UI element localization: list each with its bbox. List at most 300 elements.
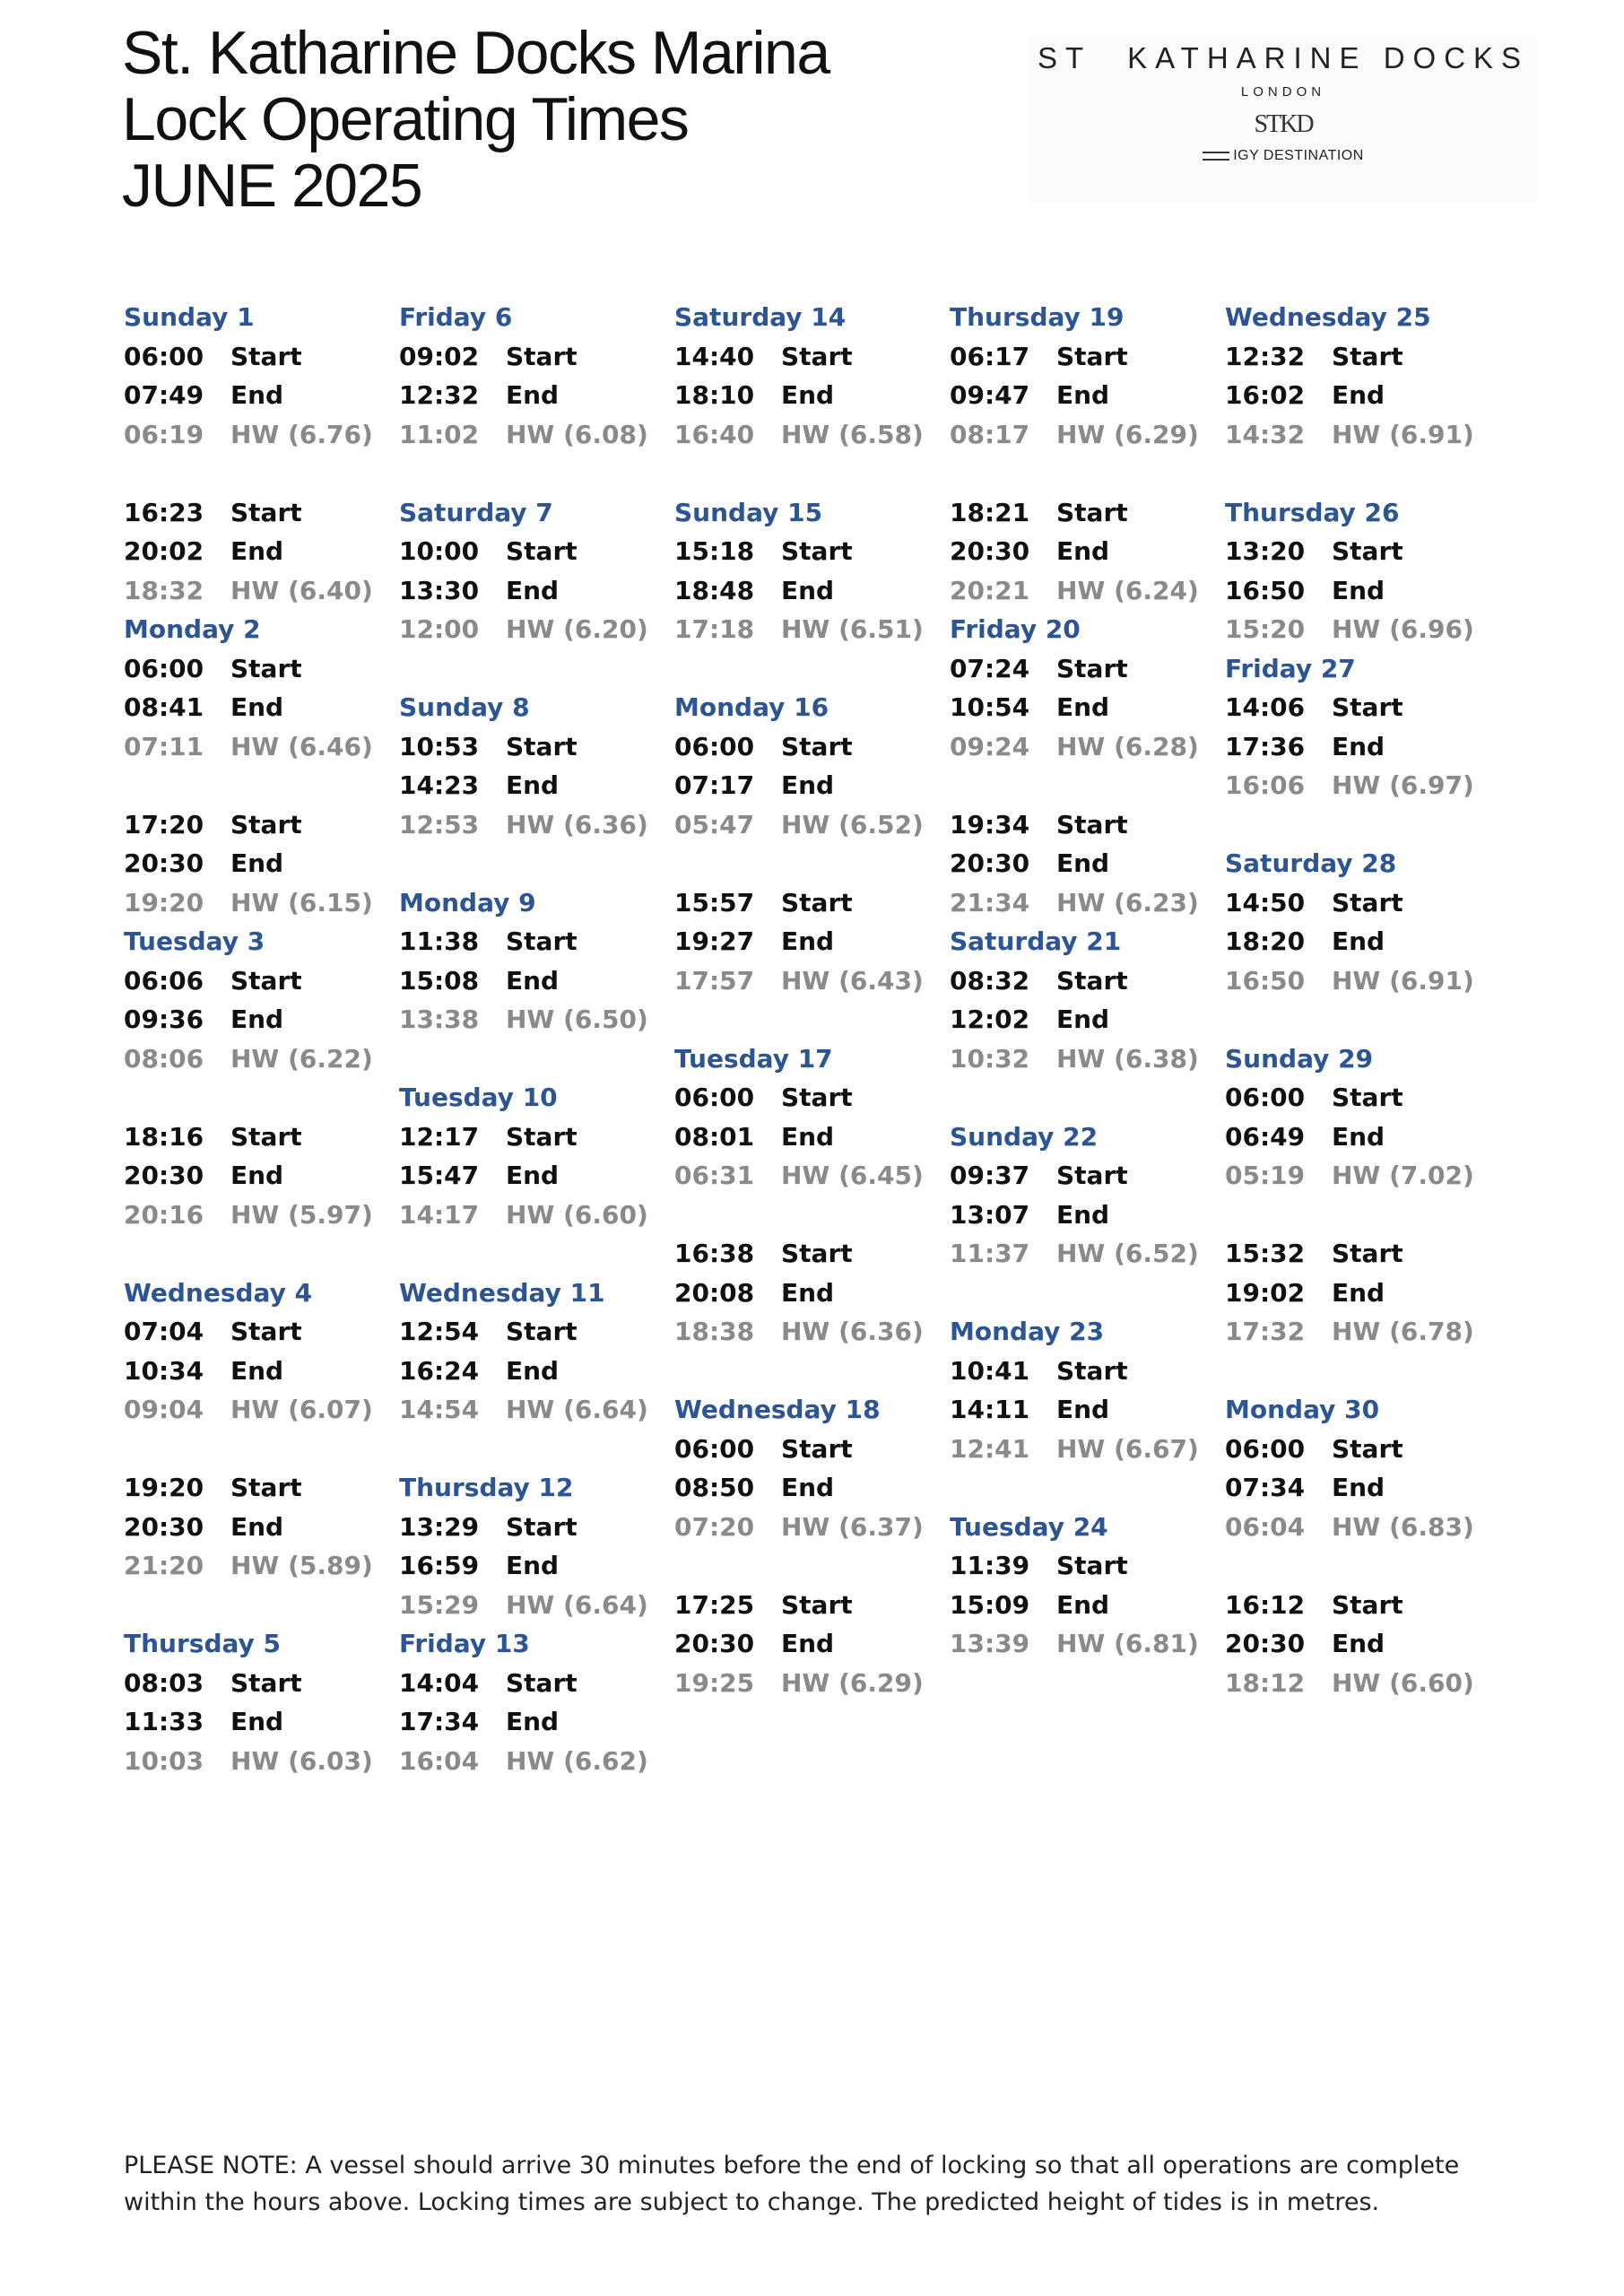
lock-event-label: End [230, 536, 284, 566]
lock-time-row [124, 376, 393, 415]
lock-event-label: End [1056, 1395, 1110, 1424]
lock-time: 10:41 [950, 1355, 1030, 1386]
lock-time-row [124, 844, 393, 883]
lock-event-label: End [1056, 1004, 1110, 1034]
high-water-row [950, 571, 1219, 611]
high-water-time: 05:19 [1225, 1161, 1306, 1190]
st-katharine-docks-logo [1029, 36, 1537, 203]
lock-time: 14:04 [399, 1667, 480, 1698]
spacer [124, 1234, 393, 1274]
high-water-label: HW (6.28) [1056, 731, 1199, 761]
lock-event-label: Start [506, 1667, 578, 1698]
lock-time-row [399, 1118, 668, 1157]
lock-event-label: Start [1056, 497, 1128, 527]
title-line-2: Lock Operating Times [122, 85, 689, 153]
lock-time-row [950, 844, 1219, 883]
lock-time: 07:24 [950, 653, 1030, 683]
lock-event-label: End [781, 1629, 835, 1658]
spacer [950, 1468, 1219, 1508]
lock-time-row [674, 1468, 943, 1508]
lock-time: 17:25 [674, 1589, 755, 1620]
high-water-time: 17:32 [1225, 1317, 1306, 1346]
high-water-label: HW (6.91) [1332, 965, 1474, 996]
lock-time-row [1225, 727, 1494, 767]
schedule-column-5 [1225, 298, 1494, 1702]
lock-event-label: End [1332, 575, 1385, 605]
title-line-1: St. Katharine Docks Marina [122, 19, 829, 87]
lock-event-label: Start [781, 1239, 853, 1268]
lock-time-row [950, 1390, 1219, 1430]
spacer [1225, 454, 1494, 493]
high-water-row [399, 1742, 668, 1781]
lock-time-row [399, 571, 668, 611]
please-note: PLEASE NOTE: A vessel should arrive 30 minutes before the end of locking so that all operations are complete within the hours above. Locking times are subject to change. The predicted height of tides is in metres. [124, 2152, 1460, 2216]
lock-time: 13:30 [399, 575, 480, 605]
high-water-row [950, 1624, 1219, 1664]
high-water-label: HW (6.81) [1056, 1629, 1199, 1658]
lock-time: 19:27 [674, 926, 755, 956]
lock-time: 14:40 [674, 341, 755, 371]
lock-time-row [950, 337, 1219, 377]
lock-event-label: Start [230, 1317, 302, 1346]
lock-time: 15:32 [1225, 1239, 1306, 1268]
high-water-row [950, 1039, 1219, 1079]
lock-event-label: Start [781, 731, 853, 761]
high-water-row [950, 415, 1219, 455]
lock-time-row [399, 1664, 668, 1703]
spacer [124, 766, 393, 805]
lock-event-label: Start [1332, 1239, 1403, 1268]
lock-event-label: Start [506, 731, 578, 761]
lock-time-row [124, 1312, 393, 1352]
spacer [1225, 1196, 1494, 1235]
lock-event-label: End [781, 1473, 835, 1502]
lock-time: 20:08 [674, 1277, 755, 1308]
high-water-time: 06:04 [1225, 1511, 1306, 1542]
day-heading: Sunday 15 [674, 497, 823, 527]
lock-event-label: End [781, 1277, 835, 1308]
lock-time-row [124, 1352, 393, 1391]
lock-time-row [1225, 1430, 1494, 1469]
lock-time: 18:20 [1225, 926, 1306, 956]
lock-time-row [950, 1546, 1219, 1586]
high-water-label: HW (6.07) [230, 1395, 373, 1424]
high-water-row [1225, 1508, 1494, 1547]
high-water-time: 17:18 [674, 614, 755, 644]
high-water-time: 05:47 [674, 809, 755, 839]
lock-event-label: Start [1056, 809, 1128, 839]
high-water-row [399, 1390, 668, 1430]
spacer [399, 1430, 668, 1469]
day-heading: Thursday 19 [950, 302, 1125, 332]
lock-time: 07:34 [1225, 1473, 1306, 1502]
high-water-time: 11:02 [399, 419, 480, 449]
lock-event-label: End [506, 1355, 560, 1386]
day-heading: Monday 23 [950, 1317, 1105, 1346]
lock-event-label: Start [230, 1667, 302, 1698]
lock-event-label: End [230, 1511, 284, 1542]
lock-time: 11:38 [399, 926, 480, 956]
lock-time: 06:00 [674, 731, 755, 761]
high-water-row [950, 727, 1219, 767]
lock-event-label: Start [230, 653, 302, 683]
lock-time-row [950, 1196, 1219, 1235]
high-water-row [399, 1000, 668, 1039]
lock-event-label: Start [506, 1121, 578, 1152]
day-heading: Tuesday 3 [124, 926, 265, 956]
lock-time: 19:02 [1225, 1277, 1306, 1308]
logo-tagline [1029, 148, 1537, 164]
lock-time: 16:02 [1225, 380, 1306, 410]
high-water-label: HW (6.29) [1056, 419, 1199, 449]
high-water-row [950, 883, 1219, 923]
lock-time: 16:23 [124, 497, 204, 527]
spacer [124, 1430, 393, 1469]
lock-time-row [124, 1664, 393, 1703]
day-heading: Wednesday 11 [399, 1277, 605, 1308]
lock-time: 20:30 [124, 1161, 204, 1190]
lock-event-label: End [781, 770, 835, 800]
high-water-label: HW (6.24) [1056, 575, 1199, 605]
lock-time-row [124, 688, 393, 727]
lock-time-row [950, 688, 1219, 727]
lock-time: 06:06 [124, 965, 204, 996]
lock-event-label: End [781, 1121, 835, 1152]
lock-time-row [674, 766, 943, 805]
lock-time: 12:32 [399, 380, 480, 410]
high-water-label: HW (6.83) [1332, 1511, 1474, 1542]
lock-time: 16:12 [1225, 1589, 1306, 1620]
lock-time-row [674, 727, 943, 767]
high-water-time: 08:17 [950, 419, 1030, 449]
high-water-label: HW (5.89) [230, 1551, 373, 1580]
high-water-time: 06:19 [124, 419, 204, 449]
lock-event-label: End [1056, 1199, 1110, 1230]
spacer [1225, 805, 1494, 845]
high-water-time: 14:54 [399, 1395, 480, 1424]
high-water-row [1225, 766, 1494, 805]
lock-event-label: End [230, 1707, 284, 1736]
lock-time-row [399, 1156, 668, 1196]
day-heading: Wednesday 25 [1225, 302, 1431, 332]
high-water-row [399, 415, 668, 455]
high-water-label: HW (6.36) [781, 1317, 924, 1346]
high-water-row [1225, 1664, 1494, 1703]
high-water-time: 21:20 [124, 1551, 204, 1580]
lock-time: 15:47 [399, 1161, 480, 1190]
high-water-label: HW (6.60) [506, 1199, 648, 1230]
high-water-time: 21:34 [950, 887, 1030, 918]
lock-event-label: Start [230, 965, 302, 996]
lock-time: 06:00 [124, 653, 204, 683]
lock-time: 12:54 [399, 1317, 480, 1346]
lock-time-row [950, 493, 1219, 533]
high-water-time: 18:12 [1225, 1667, 1306, 1698]
lock-time-row [399, 1702, 668, 1742]
high-water-row [124, 1546, 393, 1586]
lock-time: 20:30 [124, 1511, 204, 1542]
lock-time-row [399, 1352, 668, 1391]
spacer [399, 454, 668, 493]
high-water-label: HW (6.91) [1332, 419, 1474, 449]
high-water-time: 15:20 [1225, 614, 1306, 644]
lock-event-label: Start [230, 1121, 302, 1152]
lock-time-row [674, 337, 943, 377]
high-water-time: 14:32 [1225, 419, 1306, 449]
lock-time: 06:00 [674, 1433, 755, 1464]
lock-time-row [674, 1586, 943, 1625]
day-heading: Thursday 26 [1225, 497, 1400, 527]
high-water-label: HW (6.23) [1056, 887, 1199, 918]
high-water-time: 17:57 [674, 965, 755, 996]
lock-time: 14:50 [1225, 887, 1306, 918]
high-water-row [124, 1039, 393, 1079]
lock-event-label: End [230, 1161, 284, 1190]
lock-event-label: Start [1332, 887, 1403, 918]
high-water-time: 18:32 [124, 575, 204, 605]
day-heading: Monday 2 [124, 614, 261, 644]
lock-event-label: Start [1332, 536, 1403, 566]
lock-event-label: End [1056, 848, 1110, 878]
day-heading: Sunday 1 [124, 302, 255, 332]
lock-event-label: End [1332, 380, 1385, 410]
lock-time-row [674, 376, 943, 415]
high-water-label: HW (6.40) [230, 575, 373, 605]
high-water-label: HW (6.36) [506, 809, 648, 839]
lock-time-row [399, 961, 668, 1001]
day-heading: Friday 20 [950, 614, 1081, 644]
lock-time: 13:20 [1225, 536, 1306, 566]
lock-time: 20:30 [950, 848, 1030, 878]
day-heading: Saturday 21 [950, 926, 1122, 956]
lock-time: 10:53 [399, 731, 480, 761]
lock-event-label: Start [781, 536, 853, 566]
lock-event-label: Start [1056, 341, 1128, 371]
high-water-label: HW (5.97) [230, 1199, 373, 1230]
high-water-label: HW (6.50) [506, 1004, 648, 1034]
schedule-column-1 [124, 298, 393, 1780]
spacer [399, 1234, 668, 1274]
high-water-label: HW (6.64) [506, 1589, 648, 1620]
lock-event-label: End [1056, 536, 1110, 566]
lock-time: 18:48 [674, 575, 755, 605]
lock-time-row [950, 649, 1219, 689]
lock-event-label: Start [781, 1083, 853, 1112]
lock-event-label: Start [1332, 1589, 1403, 1620]
lock-event-label: Start [506, 1317, 578, 1346]
day-heading: Friday 27 [1225, 653, 1356, 683]
spacer [399, 844, 668, 883]
lock-time: 19:34 [950, 809, 1030, 839]
spacer [399, 1039, 668, 1079]
lock-time: 20:30 [1225, 1629, 1306, 1658]
high-water-label: HW (6.29) [781, 1667, 924, 1698]
high-water-row [674, 1312, 943, 1352]
day-heading: Sunday 22 [950, 1121, 1099, 1152]
high-water-row [674, 961, 943, 1001]
lock-time-row [1225, 688, 1494, 727]
lock-time: 07:17 [674, 770, 755, 800]
lock-event-label: End [230, 848, 284, 878]
lock-time-row [399, 1508, 668, 1547]
lock-time-row [124, 1702, 393, 1742]
lock-time: 08:50 [674, 1473, 755, 1502]
high-water-label: HW (6.58) [781, 419, 924, 449]
spacer [124, 1586, 393, 1625]
lock-time: 16:59 [399, 1551, 480, 1580]
lock-event-label: End [1056, 1589, 1110, 1620]
day-heading: Wednesday 18 [674, 1395, 881, 1424]
lock-time: 10:34 [124, 1355, 204, 1386]
high-water-time: 14:17 [399, 1199, 480, 1230]
lock-time: 18:21 [950, 497, 1030, 527]
day-heading: Thursday 12 [399, 1473, 574, 1502]
logo-brand-left: ST [1037, 41, 1092, 74]
spacer [674, 1196, 943, 1235]
logo-tagline-text: IGY DESTINATION [1233, 148, 1364, 163]
lock-time: 14:11 [950, 1395, 1030, 1424]
spacer [124, 1078, 393, 1118]
high-water-row [124, 571, 393, 611]
high-water-time: 18:38 [674, 1317, 755, 1346]
logo-monogram: STKD [1254, 110, 1313, 138]
lock-event-label: Start [1056, 1551, 1128, 1580]
lock-time-row [674, 1430, 943, 1469]
spacer [950, 766, 1219, 805]
high-water-time: 11:37 [950, 1239, 1030, 1268]
day-heading: Monday 9 [399, 887, 536, 918]
high-water-time: 19:20 [124, 887, 204, 918]
lock-event-label: Start [1056, 653, 1128, 683]
high-water-time: 08:06 [124, 1043, 204, 1074]
high-water-label: HW (6.38) [1056, 1043, 1199, 1074]
lock-time: 11:33 [124, 1707, 204, 1736]
lock-time: 20:30 [950, 536, 1030, 566]
lock-event-label: Start [781, 1589, 853, 1620]
lock-time-row [124, 1468, 393, 1508]
high-water-label: HW (6.52) [781, 809, 924, 839]
lock-time: 06:00 [674, 1083, 755, 1112]
high-water-row [124, 883, 393, 923]
spacer [674, 1352, 943, 1391]
high-water-label: HW (6.78) [1332, 1317, 1474, 1346]
lock-time: 17:36 [1225, 731, 1306, 761]
high-water-label: HW (6.22) [230, 1043, 373, 1074]
logo-brand-right: KATHARINE DOCKS [1127, 41, 1530, 74]
high-water-time: 19:25 [674, 1667, 755, 1698]
lock-time-row [1225, 883, 1494, 923]
high-water-label: HW (6.62) [506, 1745, 648, 1776]
high-water-time: 13:39 [950, 1629, 1030, 1658]
high-water-label: HW (6.96) [1332, 614, 1474, 644]
lock-event-label: Start [1332, 341, 1403, 371]
lock-time-row [950, 1352, 1219, 1391]
lock-time-row [399, 1312, 668, 1352]
high-water-row [674, 1156, 943, 1196]
lock-time-row [124, 649, 393, 689]
lock-time: 12:32 [1225, 341, 1306, 371]
lock-time-row [950, 376, 1219, 415]
high-water-row [1225, 1312, 1494, 1352]
high-water-label: HW (6.45) [781, 1161, 924, 1190]
high-water-label: HW (7.02) [1332, 1161, 1474, 1190]
lock-event-label: End [1332, 926, 1385, 956]
lock-time-row [399, 727, 668, 767]
high-water-row [124, 727, 393, 767]
lock-event-label: End [1332, 1629, 1385, 1658]
high-water-row [1225, 610, 1494, 649]
lock-time-row [950, 1156, 1219, 1196]
high-water-time: 12:53 [399, 809, 480, 839]
high-water-row [124, 1196, 393, 1235]
day-heading: Saturday 7 [399, 497, 553, 527]
lock-time: 09:37 [950, 1161, 1030, 1190]
high-water-row [950, 1234, 1219, 1274]
schedule-column-2 [399, 298, 668, 1780]
logo-city: LONDON [1240, 84, 1326, 100]
high-water-time: 20:16 [124, 1199, 204, 1230]
high-water-time: 16:40 [674, 419, 755, 449]
lock-event-label: End [506, 380, 560, 410]
high-water-row [1225, 415, 1494, 455]
lock-event-label: End [1332, 1121, 1385, 1152]
lock-event-label: End [506, 1707, 560, 1736]
lock-time: 07:04 [124, 1317, 204, 1346]
lock-time-row [674, 571, 943, 611]
lock-time-row [1225, 532, 1494, 571]
lock-event-label: End [1332, 1277, 1385, 1308]
day-heading: Tuesday 10 [399, 1083, 558, 1112]
day-heading: Monday 16 [674, 692, 829, 722]
lock-time: 18:10 [674, 380, 755, 410]
lock-time-row [1225, 1118, 1494, 1157]
day-heading: Saturday 28 [1225, 848, 1397, 878]
lock-event-label: End [230, 380, 284, 410]
high-water-time: 06:31 [674, 1161, 755, 1190]
spacer [1225, 1546, 1494, 1586]
high-water-time: 12:41 [950, 1433, 1030, 1464]
spacer [1225, 1000, 1494, 1039]
lock-event-label: Start [781, 341, 853, 371]
day-heading: Thursday 5 [124, 1629, 281, 1658]
high-water-time: 13:38 [399, 1004, 480, 1034]
lock-time: 15:08 [399, 965, 480, 996]
day-heading: Saturday 14 [674, 302, 847, 332]
high-water-row [399, 610, 668, 649]
high-water-row [399, 1196, 668, 1235]
lock-time: 15:09 [950, 1589, 1030, 1620]
lock-time-row [124, 961, 393, 1001]
lock-time-row [1225, 376, 1494, 415]
high-water-row [124, 415, 393, 455]
lock-time: 06:49 [1225, 1121, 1306, 1152]
high-water-label: HW (6.03) [230, 1745, 373, 1776]
lock-time: 10:00 [399, 536, 480, 566]
high-water-row [399, 805, 668, 845]
high-water-row [1225, 961, 1494, 1001]
lock-time-row [674, 922, 943, 961]
lock-time: 11:39 [950, 1551, 1030, 1580]
lock-event-label: End [506, 1161, 560, 1190]
lock-time: 17:34 [399, 1707, 480, 1736]
lock-event-label: Start [781, 887, 853, 918]
lock-event-label: Start [230, 341, 302, 371]
lock-time-row [950, 961, 1219, 1001]
high-water-row [124, 1390, 393, 1430]
lock-time: 18:16 [124, 1121, 204, 1152]
logo-brand [1029, 41, 1537, 75]
high-water-label: HW (6.43) [781, 965, 924, 996]
